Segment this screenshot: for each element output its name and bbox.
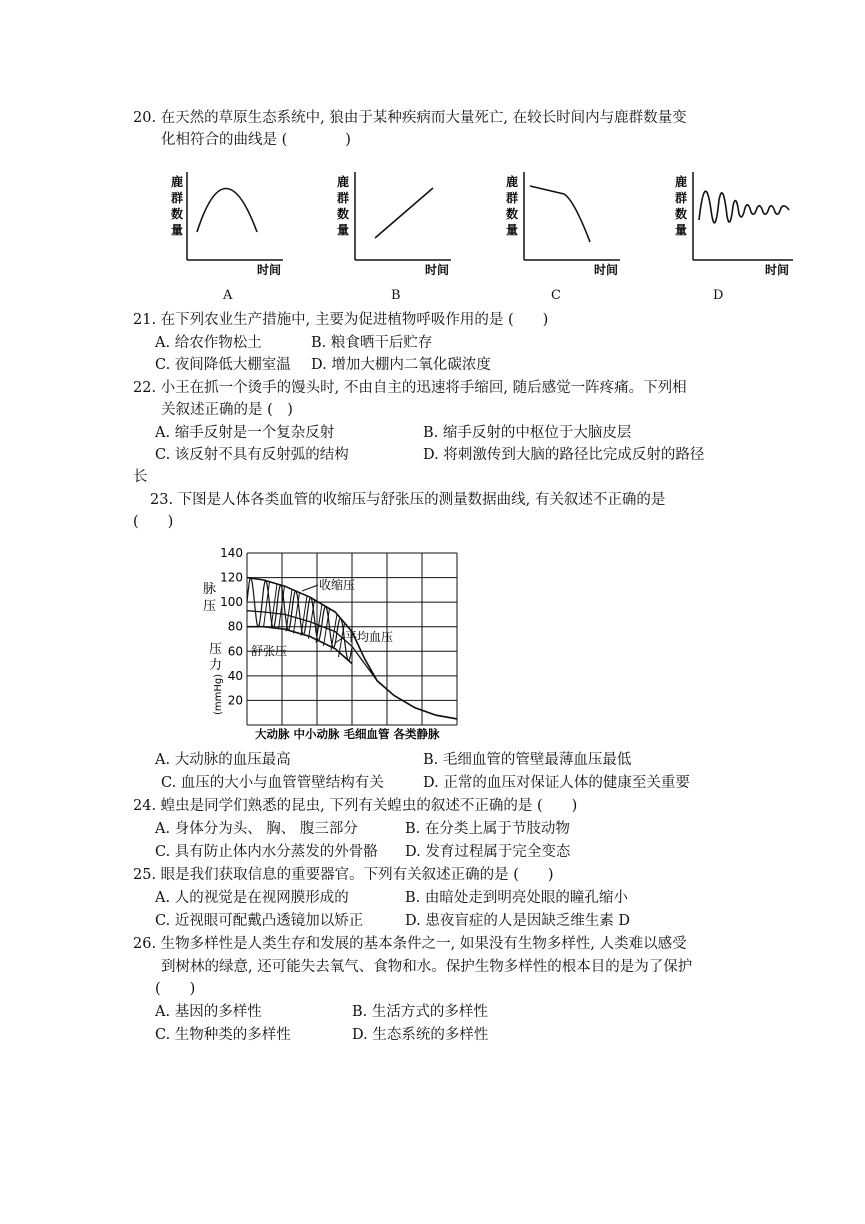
q24-option-c: C. 具有防止体内水分蒸发的外骨骼 xyxy=(155,844,378,860)
q25-option-d: D. 患夜盲症的人是因缺乏维生素 D xyxy=(405,913,631,929)
svg-text:群: 群 xyxy=(506,191,519,205)
q24-stem: 24. 蝗虫是同学们熟悉的昆虫, 下列有关蝗虫的叙述不正确的是 ( ) xyxy=(133,798,578,814)
q22-option-a: A. 缩手反射是一个复杂反射 xyxy=(155,425,335,441)
q20-label-b: B xyxy=(391,288,401,303)
blood-pressure-chart xyxy=(195,543,475,748)
svg-text:数: 数 xyxy=(675,207,688,221)
hatch-line xyxy=(286,589,292,631)
label-diastolic: 舒张压 xyxy=(251,644,288,658)
q20-label-d: D xyxy=(713,288,724,303)
q20-graph-b xyxy=(335,170,455,280)
xlabel-categories: 大动脉 中小动脉 毛细血管 各类静脉 xyxy=(255,727,440,741)
graph-ylabel: 鹿 xyxy=(171,175,184,189)
q20-graph-c xyxy=(504,170,624,280)
ylabel-unit: (mmHg) xyxy=(213,673,224,715)
label-systolic: 收缩压 xyxy=(319,578,356,592)
q20-graph-d xyxy=(673,170,798,280)
q23-option-b: B. 毛细血管的管壁最薄血压最低 xyxy=(423,752,632,768)
q25-option-a: A. 人的视觉是在视网膜形成的 xyxy=(155,890,349,906)
q25-stem: 25. 眼是我们获取信息的重要器官。下列有关叙述正确的是 ( ) xyxy=(133,867,554,883)
svg-text:量: 量 xyxy=(675,223,688,237)
hatch-line xyxy=(264,582,270,628)
y-tick-label: 40 xyxy=(227,668,243,683)
svg-text:量: 量 xyxy=(506,223,519,237)
q21-option-c: C. 夜间降低大棚室温 xyxy=(155,357,291,373)
q26-stem-line3: ( ) xyxy=(155,981,196,997)
q26-option-a: A. 基因的多样性 xyxy=(155,1004,262,1020)
y-tick-label: 20 xyxy=(227,693,243,708)
svg-text:时间: 时间 xyxy=(594,263,619,277)
y-tick-label: 140 xyxy=(220,546,243,560)
svg-text:数: 数 xyxy=(337,207,350,221)
q23-option-a: A. 大动脉的血压最高 xyxy=(155,752,291,768)
y-tick-label: 100 xyxy=(220,595,243,610)
q26-stem-line2: 到树林的绿意, 还可能失去氧气、食物和水。保护生物多样性的根本目的是为了保护 xyxy=(161,959,693,975)
q20-label-a: A xyxy=(223,288,233,303)
q26-option-c: C. 生物种类的多样性 xyxy=(155,1027,291,1043)
svg-text:鹿: 鹿 xyxy=(337,175,350,189)
q21-option-a: A. 给农作物松土 xyxy=(155,335,262,351)
q22-option-b: B. 缩手反射的中枢位于大脑皮层 xyxy=(423,425,632,441)
hatch-line xyxy=(294,593,300,634)
q25-option-b: B. 由暗处走到明亮处眼的瞳孔缩小 xyxy=(405,890,628,906)
q23-stem-line1: 23. 下图是人体各类血管的收缩压与舒张压的测量数据曲线, 有关叙述不正确的是 xyxy=(150,492,666,508)
q24-option-a: A. 身体分为头、 胸、 腹三部分 xyxy=(155,821,358,837)
svg-text:量: 量 xyxy=(171,223,184,237)
q20-label-c: C xyxy=(551,288,561,303)
svg-text:群: 群 xyxy=(675,191,688,205)
svg-text:鹿: 鹿 xyxy=(506,175,519,189)
q24-option-b: B. 在分类上属于节肢动物 xyxy=(405,821,570,837)
q21-stem: 21. 在下列农业生产措施中, 主要为促进植物呼吸作用的是 ( ) xyxy=(133,312,549,328)
ylabel-pulse-2: 压 xyxy=(203,599,217,614)
q22-stem-line2: 关叙述正确的是 ( ) xyxy=(161,402,293,418)
svg-text:时间: 时间 xyxy=(425,263,450,277)
hatch-line xyxy=(271,584,277,628)
svg-text:群: 群 xyxy=(337,191,350,205)
svg-text:鹿: 鹿 xyxy=(675,175,688,189)
ylabel-pressure-2: 力 xyxy=(209,658,223,673)
q23-stem-line2: ( ) xyxy=(133,514,174,530)
q20-stem-line2: 化相符合的曲线是 ( ) xyxy=(161,132,351,148)
svg-text:时间: 时间 xyxy=(765,263,790,277)
q26-option-b: B. 生活方式的多样性 xyxy=(352,1004,488,1020)
q23-option-d: D. 正常的血压对保证人体的健康至关重要 xyxy=(423,775,690,791)
svg-text:时间: 时间 xyxy=(257,263,282,277)
q24-option-d: D. 发育过程属于完全变态 xyxy=(405,844,571,860)
svg-text:群: 群 xyxy=(171,191,184,205)
hatch-line xyxy=(309,600,315,639)
q26-option-d: D. 生态系统的多样性 xyxy=(352,1027,489,1043)
q22-stem-line1: 22. 小王在抓一个烫手的馒头时, 不由自主的迅速将手缩回, 随后感觉一阵疼痛。下列相 xyxy=(133,380,687,396)
q20-stem-line1: 20. 在天然的草原生态系统中, 狼由于某种疾病而大量死亡, 在较长时间内与鹿群数量变 xyxy=(133,110,687,126)
q26-stem-line1: 26. 生物多样性是人类生存和发展的基本条件之一, 如果没有生物多样性, 人类难以感受 xyxy=(133,936,687,952)
q20-graph-a xyxy=(165,170,285,280)
q22-option-d: D. 将刺激传到大脑的路径比完成反射的路径 xyxy=(423,447,705,463)
y-tick-label: 60 xyxy=(227,644,243,659)
y-tick-label: 120 xyxy=(220,570,243,585)
q21-option-d: D. 增加大棚内二氧化碳浓度 xyxy=(311,357,491,373)
q22-option-c: C. 该反射不具有反射弧的结构 xyxy=(155,447,349,463)
svg-text:量: 量 xyxy=(337,223,350,237)
ylabel-pressure-1: 压 xyxy=(209,642,223,657)
label-mean: 平均血压 xyxy=(345,630,394,644)
q23-option-c: C. 血压的大小与血管管壁结构有关 xyxy=(161,775,384,791)
y-tick-label: 80 xyxy=(227,619,243,634)
q25-option-c: C. 近视眼可配戴凸透镜加以矫正 xyxy=(155,913,364,929)
ylabel-pulse-1: 脉 xyxy=(203,582,217,597)
svg-text:数: 数 xyxy=(506,207,519,221)
q22-option-d-tail: 长 xyxy=(133,469,148,485)
q21-option-b: B. 粮食晒干后贮存 xyxy=(311,335,433,351)
svg-text:数: 数 xyxy=(171,207,184,221)
